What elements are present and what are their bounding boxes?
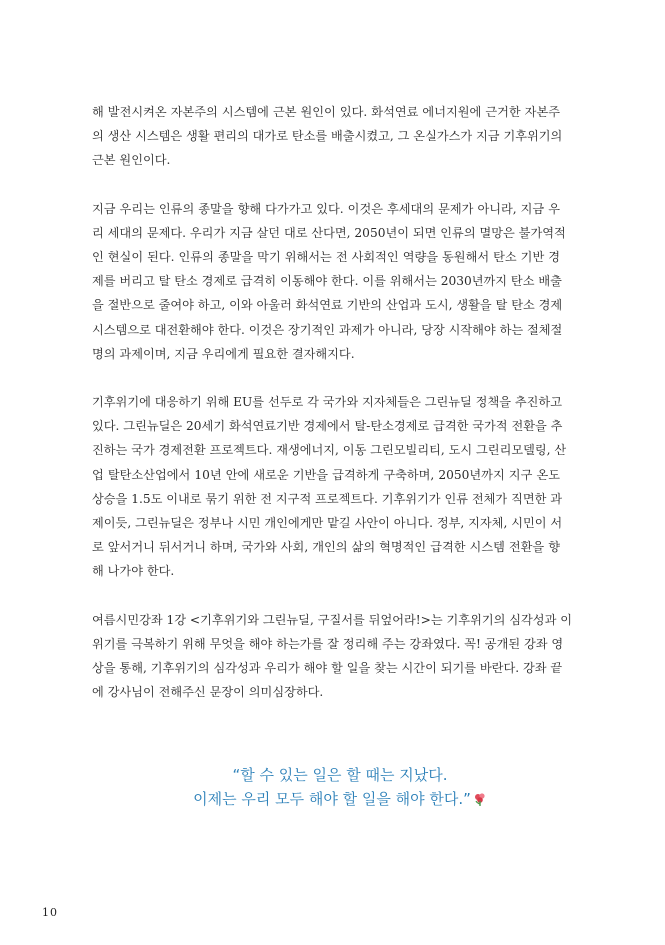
text-line: 리 세대의 문제다. 우리가 지금 살던 대로 산다면, 2050년이 되면 인류의 멸망은 불가역적 bbox=[92, 225, 566, 240]
text-line: 업 탈탄소산업에서 10년 안에 새로운 기반을 급격하게 구축하며, 2050년까지 지구 온도 bbox=[92, 467, 560, 482]
quote-line-2 bbox=[160, 787, 520, 811]
paragraph-3 bbox=[92, 390, 567, 584]
text-line: 여름시민강좌 1강 <기후위기와 그린뉴딜, 구질서를 뒤엎어라!>는 기후위기의 심각성과 이 bbox=[92, 612, 573, 627]
closing-quote bbox=[160, 763, 520, 811]
text-line: 진하는 국가 경제전환 프로젝트다. 재생에너지, 이동 그린모빌리티, 도시 그린리모델링, 산 bbox=[92, 443, 567, 458]
text-line: 을 절반으로 줄여야 하고, 이와 아울러 화석연료 기반의 산업과 도시, 생활을 탈 탄소 경제 bbox=[92, 298, 563, 313]
text-line: 제이듯, 그린뉴딜은 정부나 시민 개인에게만 맡길 사안이 아니다. 정부, 지자체, 시민이 서 bbox=[92, 516, 563, 531]
text-line: 위기를 극복하기 위해 무엇을 해야 하는가를 잘 정리해 주는 강좌였다. 꼭! 공개된 강좌 영 bbox=[92, 636, 564, 651]
text-line: 에 강사님이 전해주신 문장이 의미심장하다. bbox=[92, 685, 324, 700]
quote-line-2-text: 이제는 우리 모두 해야 할 일을 해야 한다.” bbox=[193, 790, 471, 808]
text-line: 해 발전시켜온 자본주의 시스템에 근본 원인이 있다. 화석연료 에너지원에 근거한 자본주 bbox=[92, 105, 560, 119]
text-line: 근본 원인이다. bbox=[92, 153, 171, 168]
text-line: 해 나가야 한다. bbox=[92, 564, 175, 579]
flower-icon bbox=[473, 790, 487, 806]
text-line: 상승을 1.5도 이내로 묶기 위한 전 지구적 프로젝트다. 기후위기가 인류 전체가 직면한 과 bbox=[92, 491, 563, 506]
paragraph-1 bbox=[92, 100, 563, 173]
text-line: 지금 우리는 인류의 종말을 향해 다가가고 있다. 이것은 후세대의 문제가 아니라, 지금 우 bbox=[92, 201, 560, 216]
text-line: 의 생산 시스템은 생활 편리의 대가로 탄소를 배출시켰고, 그 온실가스가 지금 기후위기의 bbox=[92, 129, 563, 144]
paragraph-2 bbox=[92, 197, 566, 366]
quote-line-1: “할 수 있는 일은 할 때는 지났다. bbox=[232, 766, 448, 784]
body-text bbox=[92, 100, 573, 728]
text-line: 인 현실이 된다. 인류의 종말을 막기 위해서는 전 사회적인 역량을 동원해서 탄소 기반 경 bbox=[92, 250, 560, 265]
text-line: 상을 통해, 기후위기의 심각성과 우리가 해야 할 일을 찾는 시간이 되기를 바란다. 강좌 끝 bbox=[92, 661, 563, 676]
text-line: 기후위기에 대응하기 위해 EU를 선두로 각 국가와 지자체들은 그린뉴딜 정책을 추진하고 bbox=[92, 395, 562, 410]
text-line: 있다. 그린뉴딜은 20세기 화석연료기반 경제에서 탈-탄소경제로 급격한 국가적 전환을 추 bbox=[92, 419, 563, 434]
text-line: 로 앞서거니 뒤서거니 하며, 국가와 사회, 개인의 삶의 혁명적인 급격한 시스템 전환을 향 bbox=[92, 540, 560, 555]
text-line: 명의 과제이며, 지금 우리에게 필요한 결자해지다. bbox=[92, 346, 355, 361]
text-line: 제를 버리고 탈 탄소 경제로 급격히 이동해야 한다. 이를 위해서는 2030년까지 탄소 배출 bbox=[92, 274, 562, 289]
text-line: 시스템으로 대전환해야 한다. 이것은 장기적인 과제가 아니라, 당장 시작해야 하는 절체절 bbox=[92, 322, 563, 337]
paragraph-4 bbox=[92, 608, 573, 705]
page-number: 10 bbox=[42, 906, 58, 919]
